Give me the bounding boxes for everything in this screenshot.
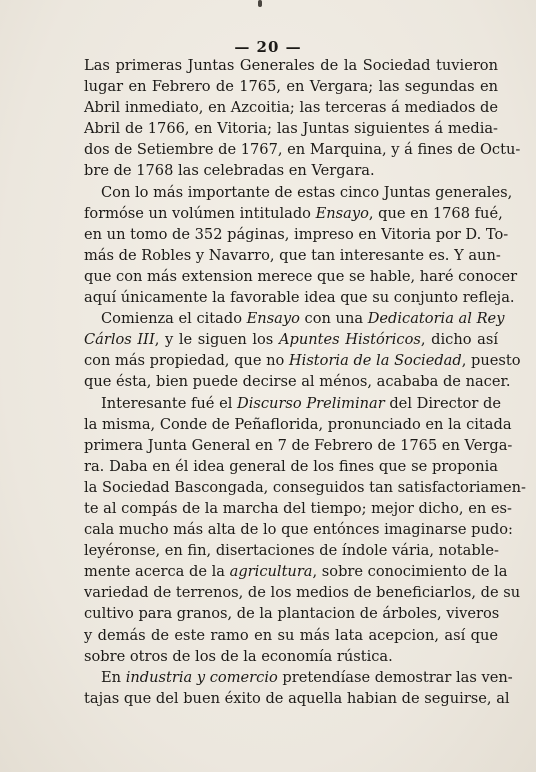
text-line xyxy=(84,477,526,498)
text-run: , puesto xyxy=(461,352,521,370)
text-run: En xyxy=(101,668,126,686)
text-run: cultivo para granos, de la plantacion de árboles, viveros xyxy=(84,605,500,623)
text-line xyxy=(84,350,521,371)
text-line xyxy=(84,498,512,519)
text-run: pretendíase demostrar las ven- xyxy=(277,668,513,686)
italic-text: Apuntes Históricos xyxy=(278,331,421,349)
text-run: que con más extension merece que se hable, haré conocer xyxy=(84,267,518,285)
text-line xyxy=(84,308,505,329)
text-run: dos de Setiembre de 1767, en Marquina, y á fines de Octu- xyxy=(84,141,521,159)
text-run: tajas que del buen éxito de aquella habian de seguirse, al xyxy=(84,689,510,707)
text-run: que ésta, bien puede decirse al ménos, acababa de nacer. xyxy=(84,373,511,391)
text-line xyxy=(84,688,510,709)
italic-text: Discurso Preliminar xyxy=(237,394,385,412)
text-run: , y le siguen los xyxy=(154,331,279,349)
text-run: aquí únicamente la favorable idea que su conjunto refleja. xyxy=(84,289,515,307)
text-run: , sobre conocimiento de la xyxy=(312,563,508,581)
text-line xyxy=(84,582,521,603)
text-run: en un tomo de 352 páginas, impreso en Vitoria por D. To- xyxy=(84,225,509,243)
text-line xyxy=(84,667,513,688)
text-run: cala mucho más alta de lo que entónces imaginarse pudo: xyxy=(84,521,513,539)
text-run: con una xyxy=(299,310,368,328)
text-line xyxy=(84,646,498,667)
text-run: Con lo más importante de estas cinco Juntas generales, xyxy=(101,183,513,201)
text-line xyxy=(84,182,513,203)
italic-text: agricultura xyxy=(229,563,313,581)
text-run: leyéronse, en fin, disertaciones de índole vária, notable- xyxy=(84,542,499,560)
text-run: la Sociedad Bascongada, conseguidos tan satisfactoriamen- xyxy=(84,478,526,496)
text-line xyxy=(84,540,498,561)
text-run: formóse un volúmen intitulado xyxy=(84,204,316,222)
text-run: Abril inmediato, en Azcoitia; las terceras á mediados de xyxy=(84,99,498,117)
text-line xyxy=(84,224,509,245)
text-line xyxy=(84,371,511,392)
body-text xyxy=(84,55,526,709)
italic-text: industria y comercio xyxy=(125,668,278,686)
text-run: con más propiedad, que no xyxy=(84,352,289,370)
text-run: más de Robles y Navarro, que tan interesante es. Y aun- xyxy=(84,246,501,264)
text-run: Interesante fué el xyxy=(101,394,238,412)
text-line xyxy=(84,245,501,266)
italic-text: Historia de la Sociedad xyxy=(288,352,462,370)
text-run: variedad de terrenos, de los medios de beneficiarlos, de su xyxy=(84,584,521,602)
text-run: , dicho así xyxy=(420,331,498,349)
text-run: lugar en Febrero de 1765, en Vergara; las segundas en xyxy=(84,78,498,96)
italic-text: Ensayo xyxy=(315,204,369,222)
text-run: mente acerca de la xyxy=(84,563,230,581)
ink-speck xyxy=(258,0,262,7)
text-run: la misma, Conde de Peñaflorida, pronunciado en la citada xyxy=(84,415,512,433)
text-line xyxy=(84,603,498,624)
italic-text: Cárlos III xyxy=(84,331,155,349)
text-run: Comienza el citado xyxy=(101,310,247,328)
text-run: Abril de 1766, en Vitoria; las Juntas siguientes á media- xyxy=(84,120,498,138)
page-number-header: — 20 — xyxy=(234,38,302,56)
text-line xyxy=(84,55,498,76)
text-line xyxy=(84,97,498,118)
text-line xyxy=(84,625,498,646)
text-line xyxy=(84,329,498,350)
text-run: primera Junta General en 7 de Febrero de 1765 en Verga- xyxy=(84,436,513,454)
text-run: , que en 1768 fué, xyxy=(368,204,503,222)
text-line xyxy=(84,287,515,308)
italic-text: Ensayo xyxy=(246,310,300,328)
text-line xyxy=(84,519,513,540)
text-run: Las primeras Juntas Generales de la Sociedad tuvieron xyxy=(84,57,498,74)
text-line xyxy=(84,393,502,414)
text-run: del Director de xyxy=(384,394,502,412)
text-run: y demás de este ramo en su más lata acepcion, así que xyxy=(84,626,498,644)
italic-text: Dedicatoria al Rey xyxy=(367,310,505,328)
text-line xyxy=(84,435,513,456)
text-run: ra. Daba en él idea general de los fines que se proponia xyxy=(84,457,498,475)
text-line xyxy=(84,76,498,97)
text-line xyxy=(84,456,498,477)
text-line xyxy=(84,561,508,582)
text-run: sobre otros de los de la economía rústica. xyxy=(84,647,393,665)
text-line xyxy=(84,118,498,139)
text-line xyxy=(84,139,521,160)
text-line xyxy=(84,203,503,224)
text-line xyxy=(84,160,498,181)
text-line xyxy=(84,266,518,287)
text-run: bre de 1768 las celebradas en Vergara. xyxy=(84,162,375,180)
text-line xyxy=(84,414,512,435)
text-run: te al compás de la marcha del tiempo; mejor dicho, en es- xyxy=(84,499,512,517)
